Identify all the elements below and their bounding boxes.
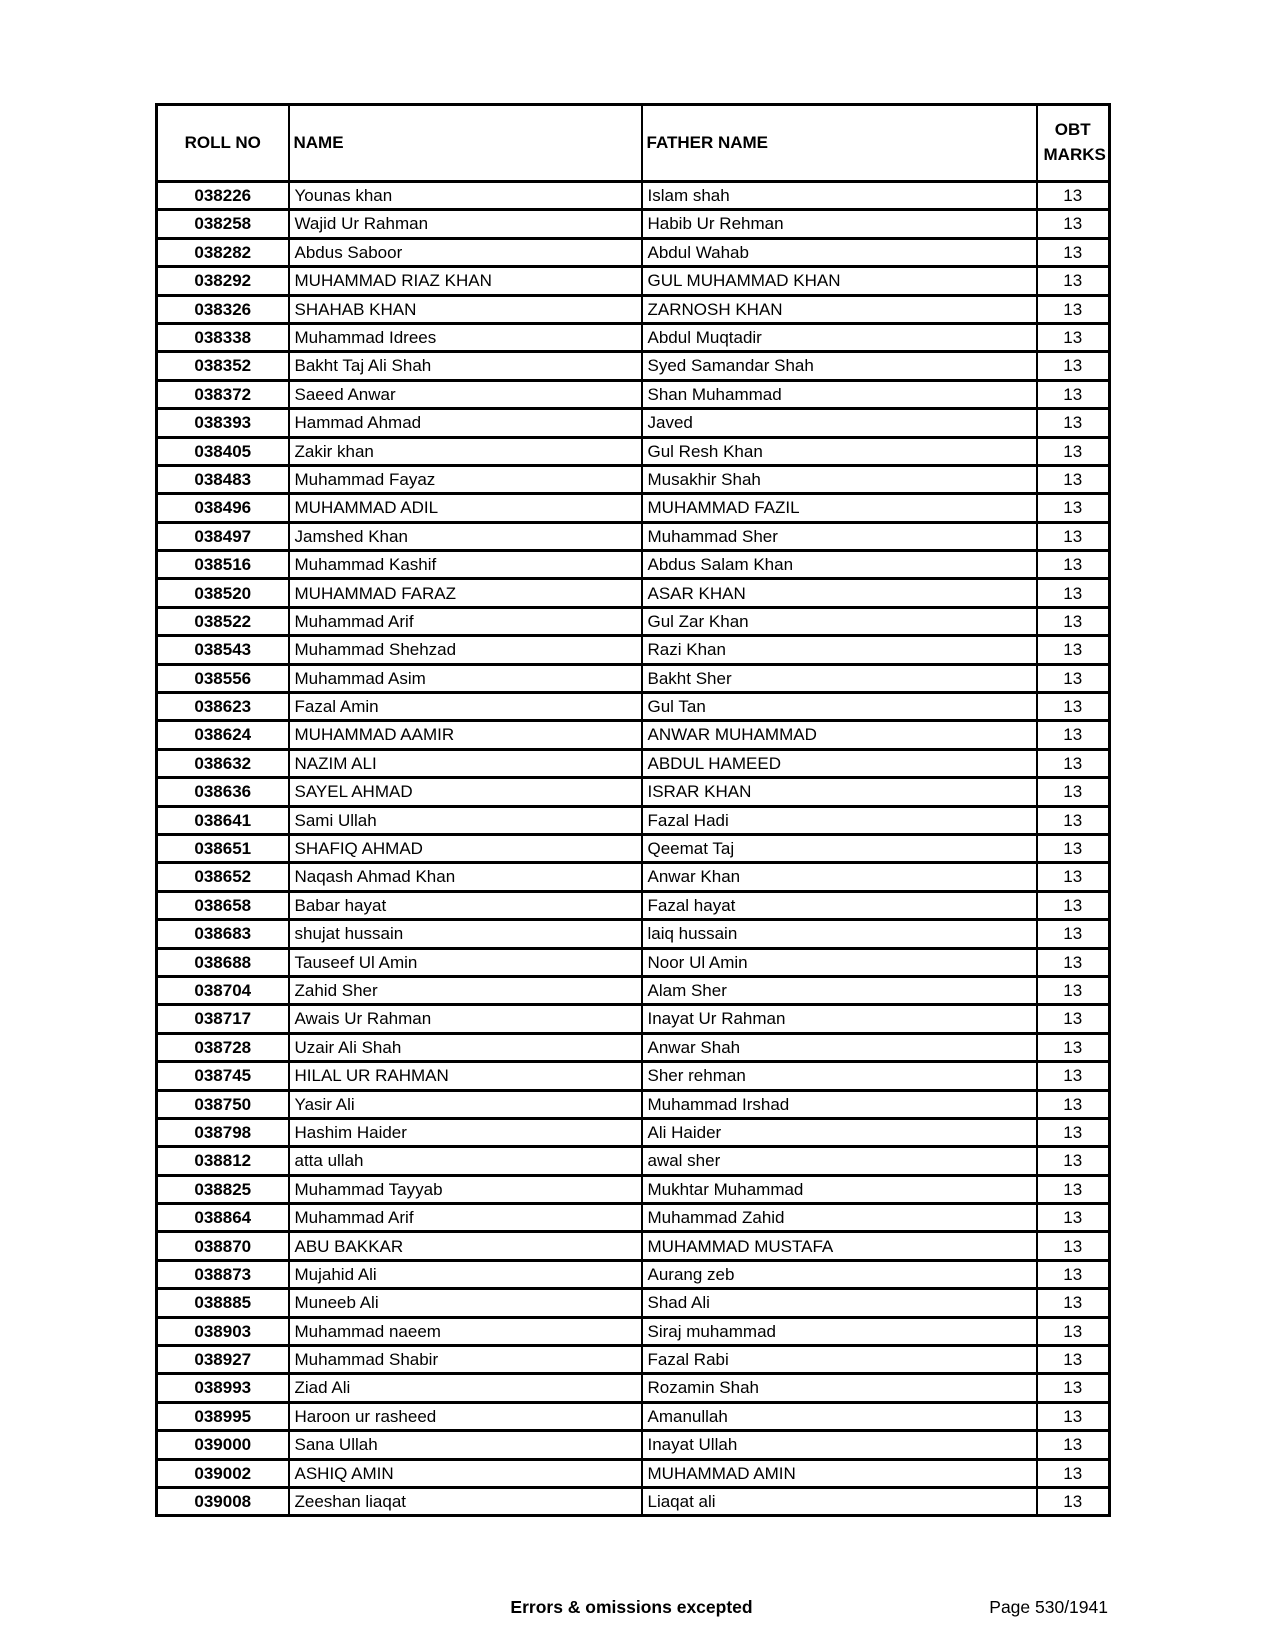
obt-marks-cell: 13 — [1037, 551, 1110, 579]
name-cell: Tauseef Ul Amin — [289, 948, 642, 976]
roll-no-cell: 038636 — [157, 778, 289, 806]
father-name-cell: ANWAR MUHAMMAD — [642, 721, 1037, 749]
name-cell: Zeeshan liaqat — [289, 1487, 642, 1515]
table-row — [157, 437, 1110, 465]
obt-marks-cell: 13 — [1037, 863, 1110, 891]
name-cell: Babar hayat — [289, 891, 642, 919]
roll-no-cell: 038651 — [157, 834, 289, 862]
father-name-cell: MUHAMMAD MUSTAFA — [642, 1232, 1037, 1260]
father-name-cell: awal sher — [642, 1147, 1037, 1175]
father-name-cell: Bakht Sher — [642, 664, 1037, 692]
table-row — [157, 409, 1110, 437]
father-name-cell: Habib Ur Rehman — [642, 210, 1037, 238]
father-name-cell: ZARNOSH KHAN — [642, 295, 1037, 323]
father-name-cell: Shan Muhammad — [642, 380, 1037, 408]
name-cell: Muhammad Kashif — [289, 551, 642, 579]
table-row — [157, 352, 1110, 380]
name-cell: Zakir khan — [289, 437, 642, 465]
roll-no-cell: 039002 — [157, 1459, 289, 1487]
table-row — [157, 976, 1110, 1004]
obt-marks-cell: 13 — [1037, 295, 1110, 323]
table-row — [157, 210, 1110, 238]
father-name-cell: Syed Samandar Shah — [642, 352, 1037, 380]
table-row — [157, 295, 1110, 323]
name-cell: Muhammad Shehzad — [289, 636, 642, 664]
father-name-cell: Musakhir Shah — [642, 465, 1037, 493]
name-cell: HILAL UR RAHMAN — [289, 1062, 642, 1090]
father-name-cell: Muhammad Irshad — [642, 1090, 1037, 1118]
roll-no-cell: 038352 — [157, 352, 289, 380]
roll-no-cell: 038927 — [157, 1346, 289, 1374]
father-name-cell: Ali Haider — [642, 1118, 1037, 1146]
father-name-cell: Muhammad Zahid — [642, 1204, 1037, 1232]
father-name-cell: Aurang zeb — [642, 1260, 1037, 1288]
table-row — [157, 806, 1110, 834]
father-name-cell: Anwar Shah — [642, 1033, 1037, 1061]
table-row — [157, 778, 1110, 806]
father-name-cell: MUHAMMAD AMIN — [642, 1459, 1037, 1487]
roll-no-cell: 038516 — [157, 551, 289, 579]
father-name-cell: Gul Zar Khan — [642, 607, 1037, 635]
father-name-cell: Gul Tan — [642, 693, 1037, 721]
obt-marks-cell: 13 — [1037, 778, 1110, 806]
roll-no-cell: 038338 — [157, 323, 289, 351]
roll-no-cell: 038282 — [157, 238, 289, 266]
obt-marks-cell: 13 — [1037, 1118, 1110, 1146]
name-cell: Sana Ullah — [289, 1431, 642, 1459]
name-cell: Muhammad Asim — [289, 664, 642, 692]
table-row — [157, 380, 1110, 408]
table-row — [157, 1033, 1110, 1061]
table-row — [157, 267, 1110, 295]
table-row — [157, 721, 1110, 749]
obt-marks-cell: 13 — [1037, 579, 1110, 607]
header-roll-no: ROLL NO — [157, 105, 289, 182]
roll-no-cell: 038292 — [157, 267, 289, 295]
table-row — [157, 1317, 1110, 1345]
father-name-cell: Abdul Wahab — [642, 238, 1037, 266]
roll-no-cell: 038496 — [157, 494, 289, 522]
obt-marks-cell: 13 — [1037, 465, 1110, 493]
roll-no-cell: 038623 — [157, 693, 289, 721]
roll-no-cell: 038556 — [157, 664, 289, 692]
name-cell: Muhammad Fayaz — [289, 465, 642, 493]
name-cell: Muhammad Idrees — [289, 323, 642, 351]
roll-no-cell: 038750 — [157, 1090, 289, 1118]
table-row — [157, 1459, 1110, 1487]
name-cell: SAYEL AHMAD — [289, 778, 642, 806]
obt-marks-cell: 13 — [1037, 1374, 1110, 1402]
name-cell: shujat hussain — [289, 920, 642, 948]
table-row — [157, 1232, 1110, 1260]
roll-no-cell: 038728 — [157, 1033, 289, 1061]
father-name-cell: Qeemat Taj — [642, 834, 1037, 862]
roll-no-cell: 038864 — [157, 1204, 289, 1232]
name-cell: Muhammad Shabir — [289, 1346, 642, 1374]
table-row — [157, 182, 1110, 210]
obt-marks-cell: 13 — [1037, 721, 1110, 749]
table-row — [157, 1431, 1110, 1459]
name-cell: Fazal Amin — [289, 693, 642, 721]
roll-no-cell: 038372 — [157, 380, 289, 408]
obt-marks-cell: 13 — [1037, 636, 1110, 664]
roll-no-cell: 038652 — [157, 863, 289, 891]
table-row — [157, 1374, 1110, 1402]
father-name-cell: Muhammad Sher — [642, 522, 1037, 550]
obt-marks-cell: 13 — [1037, 1204, 1110, 1232]
table-row — [157, 1147, 1110, 1175]
father-name-cell: Liaqat ali — [642, 1487, 1037, 1515]
roll-no-cell: 038812 — [157, 1147, 289, 1175]
name-cell: Awais Ur Rahman — [289, 1005, 642, 1033]
roll-no-cell: 038543 — [157, 636, 289, 664]
obt-marks-cell: 13 — [1037, 891, 1110, 919]
obt-marks-cell: 13 — [1037, 522, 1110, 550]
obt-marks-cell: 13 — [1037, 1289, 1110, 1317]
name-cell: Muhammad naeem — [289, 1317, 642, 1345]
father-name-cell: ASAR KHAN — [642, 579, 1037, 607]
obt-marks-cell: 13 — [1037, 1033, 1110, 1061]
obt-marks-cell: 13 — [1037, 834, 1110, 862]
roll-no-cell: 038885 — [157, 1289, 289, 1317]
roll-no-cell: 038624 — [157, 721, 289, 749]
father-name-cell: ISRAR KHAN — [642, 778, 1037, 806]
page-footer — [155, 1597, 1108, 1621]
name-cell: Ziad Ali — [289, 1374, 642, 1402]
name-cell: MUHAMMAD FARAZ — [289, 579, 642, 607]
table-row — [157, 664, 1110, 692]
obt-marks-cell: 13 — [1037, 1090, 1110, 1118]
roll-no-cell: 038873 — [157, 1260, 289, 1288]
name-cell: Saeed Anwar — [289, 380, 642, 408]
roll-no-cell: 038683 — [157, 920, 289, 948]
obt-marks-cell: 13 — [1037, 1232, 1110, 1260]
obt-marks-cell: 13 — [1037, 664, 1110, 692]
header-row — [157, 105, 1110, 182]
obt-marks-cell: 13 — [1037, 1260, 1110, 1288]
name-cell: MUHAMMAD AAMIR — [289, 721, 642, 749]
name-cell: Hammad Ahmad — [289, 409, 642, 437]
obt-marks-cell: 13 — [1037, 1402, 1110, 1430]
father-name-cell: Javed — [642, 409, 1037, 437]
table-row — [157, 1289, 1110, 1317]
father-name-cell: Inayat Ullah — [642, 1431, 1037, 1459]
name-cell: MUHAMMAD ADIL — [289, 494, 642, 522]
roll-no-cell: 038258 — [157, 210, 289, 238]
obt-marks-cell: 13 — [1037, 1005, 1110, 1033]
table-row — [157, 891, 1110, 919]
roll-no-cell: 038497 — [157, 522, 289, 550]
table-row — [157, 1260, 1110, 1288]
obt-marks-cell: 13 — [1037, 437, 1110, 465]
roll-no-cell: 038522 — [157, 607, 289, 635]
roll-no-cell: 038717 — [157, 1005, 289, 1033]
obt-marks-cell: 13 — [1037, 1175, 1110, 1203]
table-row — [157, 551, 1110, 579]
father-name-cell: Fazal hayat — [642, 891, 1037, 919]
roll-no-cell: 038903 — [157, 1317, 289, 1345]
father-name-cell: Sher rehman — [642, 1062, 1037, 1090]
name-cell: Wajid Ur Rahman — [289, 210, 642, 238]
name-cell: Muhammad Arif — [289, 607, 642, 635]
father-name-cell: MUHAMMAD FAZIL — [642, 494, 1037, 522]
obt-marks-cell: 13 — [1037, 693, 1110, 721]
table-row — [157, 834, 1110, 862]
obt-marks-cell: 13 — [1037, 182, 1110, 210]
table-row — [157, 1487, 1110, 1515]
obt-marks-cell: 13 — [1037, 806, 1110, 834]
name-cell: Bakht Taj Ali Shah — [289, 352, 642, 380]
father-name-cell: Alam Sher — [642, 976, 1037, 1004]
table-row — [157, 1090, 1110, 1118]
name-cell: Uzair Ali Shah — [289, 1033, 642, 1061]
table-row — [157, 465, 1110, 493]
name-cell: Muneeb Ali — [289, 1289, 642, 1317]
name-cell: Mujahid Ali — [289, 1260, 642, 1288]
roll-no-cell: 038641 — [157, 806, 289, 834]
results-table-body — [157, 182, 1110, 1516]
obt-marks-cell: 13 — [1037, 948, 1110, 976]
name-cell: ASHIQ AMIN — [289, 1459, 642, 1487]
table-row — [157, 607, 1110, 635]
father-name-cell: Islam shah — [642, 182, 1037, 210]
table-row — [157, 749, 1110, 777]
roll-no-cell: 038798 — [157, 1118, 289, 1146]
name-cell: Hashim Haider — [289, 1118, 642, 1146]
obt-marks-cell: 13 — [1037, 607, 1110, 635]
obt-marks-cell: 13 — [1037, 976, 1110, 1004]
obt-marks-cell: 13 — [1037, 352, 1110, 380]
name-cell: Naqash Ahmad Khan — [289, 863, 642, 891]
father-name-cell: ABDUL HAMEED — [642, 749, 1037, 777]
table-row — [157, 579, 1110, 607]
name-cell: Sami Ullah — [289, 806, 642, 834]
results-table-header — [157, 105, 1110, 182]
name-cell: SHAHAB KHAN — [289, 295, 642, 323]
roll-no-cell: 038632 — [157, 749, 289, 777]
roll-no-cell: 038688 — [157, 948, 289, 976]
table-row — [157, 863, 1110, 891]
name-cell: atta ullah — [289, 1147, 642, 1175]
father-name-cell: Amanullah — [642, 1402, 1037, 1430]
table-row — [157, 323, 1110, 351]
name-cell: Yasir Ali — [289, 1090, 642, 1118]
name-cell: Younas khan — [289, 182, 642, 210]
obt-marks-cell: 13 — [1037, 920, 1110, 948]
footer-note: Errors & omissions excepted — [510, 1597, 753, 1617]
roll-no-cell: 038993 — [157, 1374, 289, 1402]
table-row — [157, 494, 1110, 522]
obt-marks-cell: 13 — [1037, 1346, 1110, 1374]
roll-no-cell: 038393 — [157, 409, 289, 437]
father-name-cell: GUL MUHAMMAD KHAN — [642, 267, 1037, 295]
obt-marks-cell: 13 — [1037, 1317, 1110, 1345]
name-cell: NAZIM ALI — [289, 749, 642, 777]
header-father-name: FATHER NAME — [642, 105, 1037, 182]
header-obt-marks: OBT MARKS — [1037, 105, 1110, 182]
father-name-cell: Inayat Ur Rahman — [642, 1005, 1037, 1033]
roll-no-cell: 038825 — [157, 1175, 289, 1203]
footer-page-number: Page 530/1941 — [989, 1597, 1108, 1617]
father-name-cell: Fazal Hadi — [642, 806, 1037, 834]
table-row — [157, 1062, 1110, 1090]
father-name-cell: Razi Khan — [642, 636, 1037, 664]
obt-marks-cell: 13 — [1037, 494, 1110, 522]
results-table — [155, 103, 1111, 1517]
roll-no-cell: 038658 — [157, 891, 289, 919]
roll-no-cell: 038520 — [157, 579, 289, 607]
table-row — [157, 522, 1110, 550]
obt-marks-cell: 13 — [1037, 1459, 1110, 1487]
father-name-cell: Anwar Khan — [642, 863, 1037, 891]
roll-no-cell: 038405 — [157, 437, 289, 465]
obt-marks-cell: 13 — [1037, 409, 1110, 437]
table-row — [157, 636, 1110, 664]
obt-marks-cell: 13 — [1037, 238, 1110, 266]
roll-no-cell: 038326 — [157, 295, 289, 323]
table-row — [157, 238, 1110, 266]
obt-marks-cell: 13 — [1037, 1431, 1110, 1459]
roll-no-cell: 038870 — [157, 1232, 289, 1260]
table-row — [157, 1204, 1110, 1232]
table-row — [157, 1175, 1110, 1203]
name-cell: ABU BAKKAR — [289, 1232, 642, 1260]
name-cell: Zahid Sher — [289, 976, 642, 1004]
father-name-cell: Rozamin Shah — [642, 1374, 1037, 1402]
father-name-cell: Mukhtar Muhammad — [642, 1175, 1037, 1203]
name-cell: SHAFIQ AHMAD — [289, 834, 642, 862]
roll-no-cell: 039000 — [157, 1431, 289, 1459]
roll-no-cell: 038483 — [157, 465, 289, 493]
obt-marks-cell: 13 — [1037, 210, 1110, 238]
table-row — [157, 1402, 1110, 1430]
roll-no-cell: 038745 — [157, 1062, 289, 1090]
obt-marks-cell: 13 — [1037, 323, 1110, 351]
name-cell: Haroon ur rasheed — [289, 1402, 642, 1430]
obt-marks-cell: 13 — [1037, 1487, 1110, 1515]
father-name-cell: Gul Resh Khan — [642, 437, 1037, 465]
roll-no-cell: 039008 — [157, 1487, 289, 1515]
roll-no-cell: 038704 — [157, 976, 289, 1004]
roll-no-cell: 038995 — [157, 1402, 289, 1430]
name-cell: Muhammad Arif — [289, 1204, 642, 1232]
obt-marks-cell: 13 — [1037, 267, 1110, 295]
father-name-cell: Siraj muhammad — [642, 1317, 1037, 1345]
table-row — [157, 1118, 1110, 1146]
name-cell: Muhammad Tayyab — [289, 1175, 642, 1203]
father-name-cell: Fazal Rabi — [642, 1346, 1037, 1374]
table-row — [157, 693, 1110, 721]
father-name-cell: Shad Ali — [642, 1289, 1037, 1317]
father-name-cell: Noor Ul Amin — [642, 948, 1037, 976]
obt-marks-cell: 13 — [1037, 1062, 1110, 1090]
father-name-cell: laiq hussain — [642, 920, 1037, 948]
table-row — [157, 1005, 1110, 1033]
name-cell: Abdus Saboor — [289, 238, 642, 266]
obt-marks-cell: 13 — [1037, 749, 1110, 777]
name-cell: Jamshed Khan — [289, 522, 642, 550]
table-row — [157, 1346, 1110, 1374]
father-name-cell: Abdus Salam Khan — [642, 551, 1037, 579]
roll-no-cell: 038226 — [157, 182, 289, 210]
table-row — [157, 920, 1110, 948]
name-cell: MUHAMMAD RIAZ KHAN — [289, 267, 642, 295]
header-name: NAME — [289, 105, 642, 182]
obt-marks-cell: 13 — [1037, 1147, 1110, 1175]
table-row — [157, 948, 1110, 976]
father-name-cell: Abdul Muqtadir — [642, 323, 1037, 351]
obt-marks-cell: 13 — [1037, 380, 1110, 408]
